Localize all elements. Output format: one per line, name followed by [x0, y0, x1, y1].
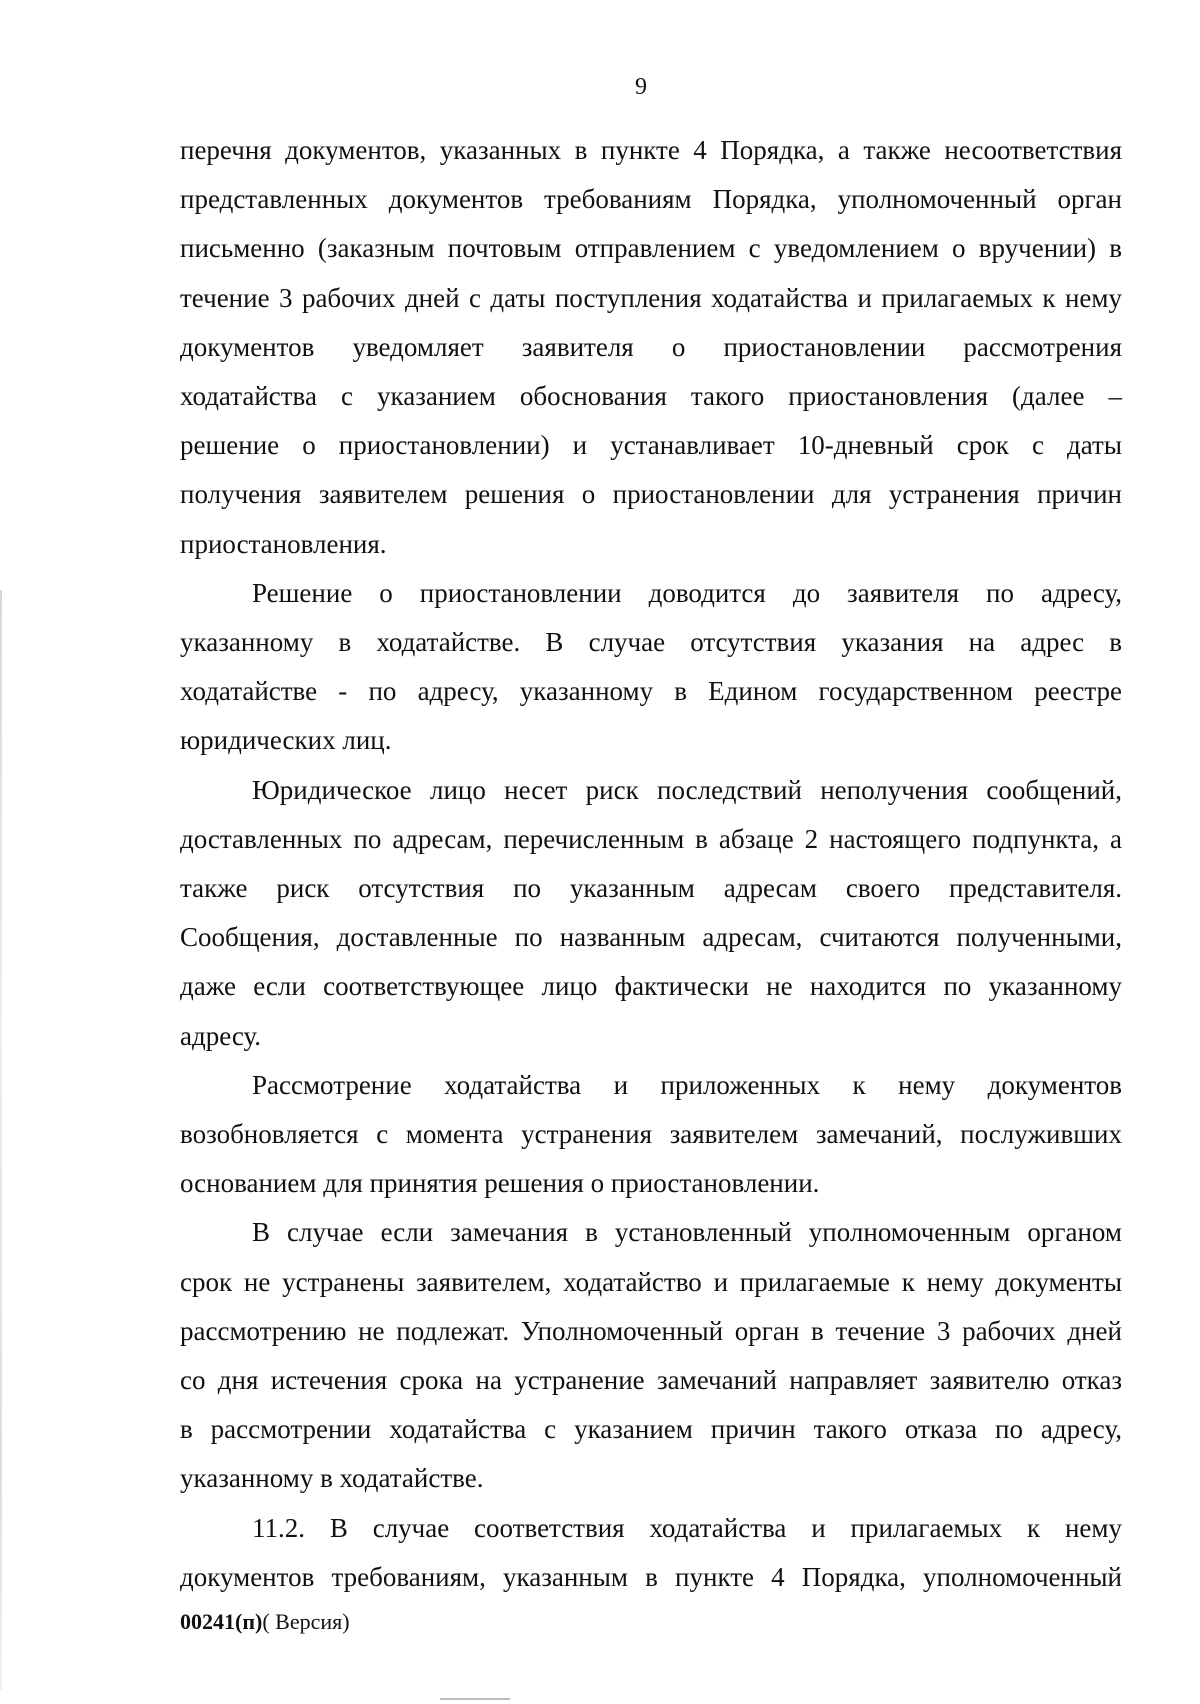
text-line: Решение о приостановлении доводится до заявителя по адресу, — [252, 577, 1122, 608]
document-code: 00241(п) — [180, 1609, 263, 1634]
text-line: письменно (заказным почтовым отправлением с уведомлением о вручении) в — [180, 233, 1122, 264]
text-line: 11.2. В случае соответствия ходатайства и прилагаемых к нему — [252, 1512, 1122, 1543]
text-line: ходатайства с указанием обоснования такого приостановления (далее – — [180, 381, 1122, 412]
text-line: В случае если замечания в установленный уполномоченным органом — [252, 1217, 1122, 1248]
text-line: решение о приостановлении) и устанавливает 10-дневный срок с даты — [180, 430, 1122, 461]
text-line: Сообщения, доставленные по названным адресам, считаются полученными, — [180, 922, 1122, 953]
text-line: Юридическое лицо несет риск последствий неполучения сообщений, — [252, 774, 1122, 805]
text-line: Рассмотрение ходатайства и приложенных к нему документов — [252, 1069, 1122, 1100]
text-line: также риск отсутствия по указанным адресам своего представителя. — [180, 873, 1122, 904]
text-line: течение 3 рабочих дней с даты поступления ходатайства и прилагаемых к нему — [180, 282, 1122, 313]
text-line: указанному в ходатайстве. — [180, 1463, 484, 1494]
text-line: юридических лиц. — [180, 725, 392, 756]
text-line: даже если соответствующее лицо фактически не находится по указанному — [180, 971, 1122, 1002]
text-line: получения заявителем решения о приостановлении для устранения причин — [180, 479, 1122, 510]
text-line: ходатайстве - по адресу, указанному в Едином государственном реестре — [180, 676, 1122, 707]
text-line: основанием для принятия решения о приостановлении. — [180, 1168, 820, 1199]
text-line: доставленных по адресам, перечисленным в абзаце 2 настоящего подпункта, а — [180, 823, 1122, 854]
text-line: рассмотрению не подлежат. Уполномоченный орган в течение 3 рабочих дней — [180, 1315, 1122, 1346]
document-body — [180, 126, 1122, 1602]
text-line: документов уведомляет заявителя о приостановлении рассмотрения — [180, 331, 1122, 362]
scan-edge-artifact — [0, 590, 2, 1690]
text-line: перечня документов, указанных в пункте 4 Порядка, а также несоответствия — [180, 135, 1122, 165]
page-number: 9 — [635, 74, 647, 100]
text-line: представленных документов требованиям Порядка, уполномоченный орган — [180, 184, 1122, 215]
text-line: приостановления. — [180, 528, 387, 559]
text-line: в рассмотрении ходатайства с указанием причин такого отказа по адресу, — [180, 1414, 1122, 1445]
document-version: ( Версия) — [262, 1609, 350, 1634]
text-line: документов требованиям, указанным в пункте 4 Порядка, уполномоченный — [180, 1561, 1122, 1592]
text-line: срок не устранены заявителем, ходатайство и прилагаемые к нему документы — [180, 1266, 1122, 1297]
text-line: адресу. — [180, 1020, 262, 1051]
text-line: указанному в ходатайстве. В случае отсутствия указания на адрес в — [180, 627, 1122, 658]
text-line: со дня истечения срока на устранение замечаний направляет заявителю отказ — [180, 1365, 1122, 1396]
scan-bottom-artifact — [440, 1698, 510, 1700]
document-footer — [180, 1608, 350, 1636]
text-line: возобновляется с момента устранения заявителем замечаний, послуживших — [180, 1119, 1122, 1150]
